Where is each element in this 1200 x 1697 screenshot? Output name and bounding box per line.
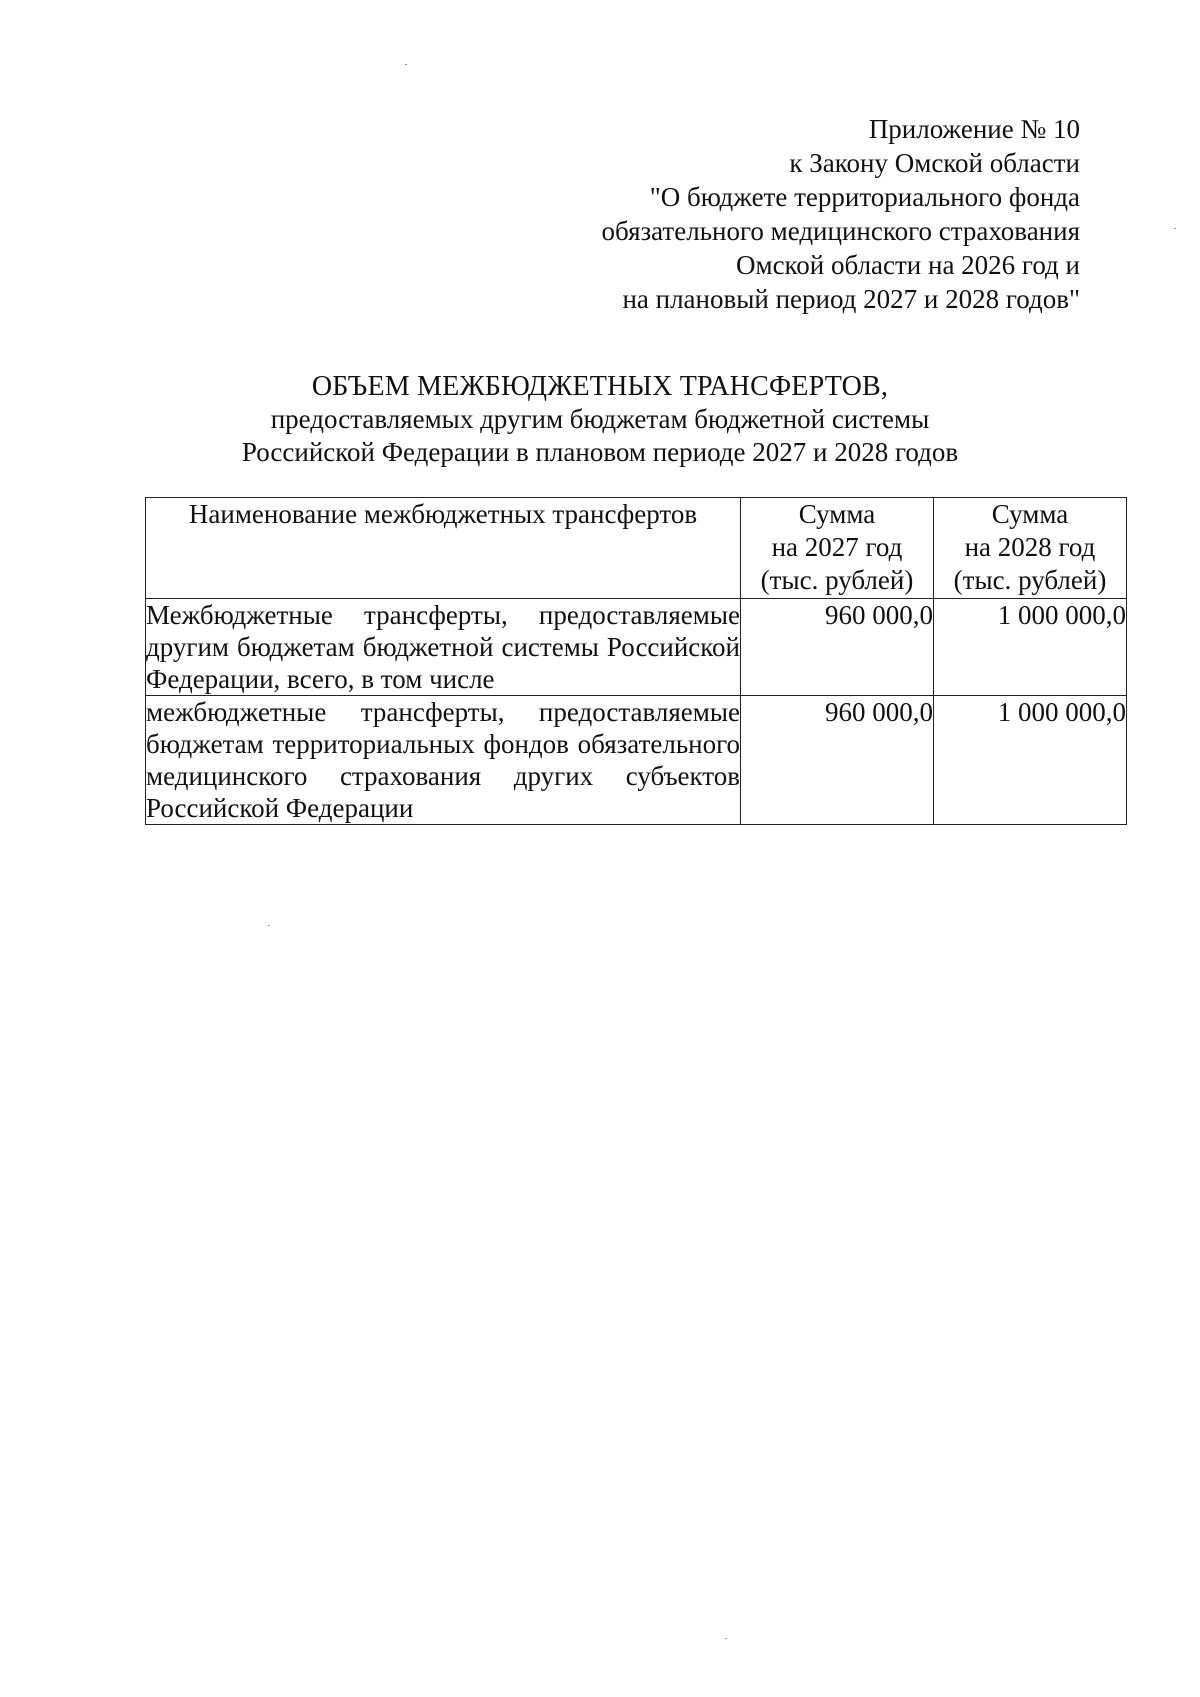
header-sum-line: на 2027 год — [771, 532, 903, 562]
row-sum-2027-cell: 960 000,0 — [741, 696, 934, 825]
scan-speck — [1174, 228, 1176, 229]
row-name-cell: Межбюджетные трансферты, предоставляемые другим бюджетам бюджетной системы Российской Федерации, всего, в том числе — [146, 600, 740, 694]
appendix-line: обязательного медицинского страхования — [601, 216, 1080, 246]
scan-speck — [268, 925, 270, 926]
header-sum-line: на 2028 год — [964, 532, 1096, 562]
appendix-line: к Закону Омской области — [789, 148, 1080, 178]
table-row — [146, 696, 1127, 825]
row-sum-2028-cell: 1 000 000,0 — [934, 696, 1127, 825]
row-sum-2028-cell: 1 000 000,0 — [934, 599, 1127, 696]
appendix-line: "О бюджете территориального фонда — [649, 182, 1080, 212]
header-sum-2028-cell — [934, 498, 1127, 599]
document-heading — [0, 370, 1200, 469]
document-subtitle-line: предоставляемых другим бюджетам бюджетной системы — [270, 404, 930, 434]
row-name-cell: межбюджетные трансферты, предоставляемые бюджетам территориальных фондов обязательного медицинского страхования других субъектов Российской Федерации — [146, 697, 740, 823]
transfers-table — [145, 497, 1127, 825]
appendix-line: на плановый период 2027 и 2028 годов" — [622, 284, 1080, 314]
scan-speck — [725, 1638, 727, 1639]
header-sum-2027-cell — [741, 498, 934, 599]
row-sum-2027-cell: 960 000,0 — [741, 599, 934, 696]
header-sum-line: (тыс. рублей) — [760, 565, 914, 595]
header-name-cell: Наименование межбюджетных трансфертов — [146, 498, 741, 599]
document-subtitle-line: Российской Федерации в плановом периоде 2027 и 2028 годов — [241, 437, 959, 467]
document-title: ОБЪЕМ МЕЖБЮДЖЕТНЫХ ТРАНСФЕРТОВ, — [311, 371, 889, 402]
table-row — [146, 599, 1127, 696]
header-sum-line: Сумма — [798, 499, 876, 529]
appendix-reference — [380, 112, 1080, 316]
table-header-row — [146, 498, 1127, 599]
scan-speck — [405, 64, 407, 65]
header-sum-line: Сумма — [991, 499, 1069, 529]
appendix-line: Приложение № 10 — [868, 114, 1080, 144]
header-sum-line: (тыс. рублей) — [953, 565, 1107, 595]
appendix-line: Омской области на 2026 год и — [735, 250, 1080, 280]
